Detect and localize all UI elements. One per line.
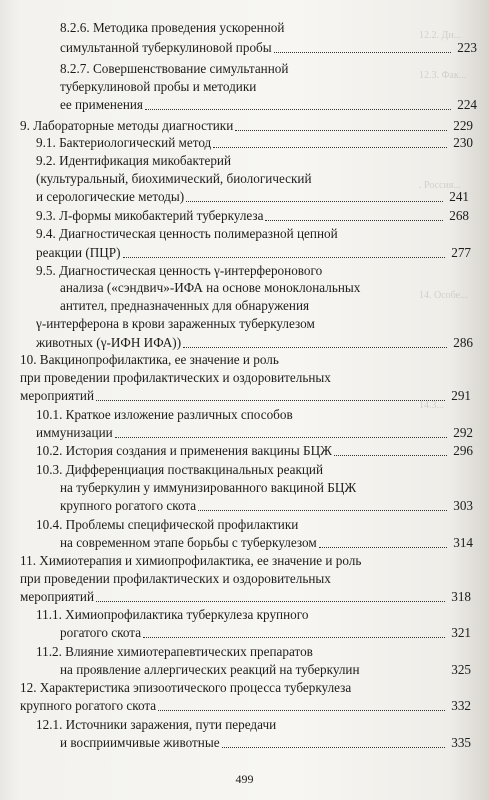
toc-entry-text: крупного рогатого скота <box>20 698 157 713</box>
toc-entry <box>0 480 489 496</box>
toc-entry <box>0 589 489 605</box>
page-number: 499 <box>235 772 254 786</box>
toc-entry-text: 12.1. Источники заражения, пути передачи <box>36 717 277 732</box>
toc-entry <box>0 680 489 696</box>
toc-entry-text: 11. Химиотерапия и химиопрофилактика, ее значение и роль <box>20 553 362 568</box>
bleed-through-text: 12.3. Фак... <box>419 70 467 81</box>
toc-entry-text: 9.2. Идентификация микобактерий <box>36 153 232 168</box>
toc-entry <box>0 644 489 660</box>
toc-entry <box>0 352 489 368</box>
bleed-through-text: 14.3... <box>419 400 444 411</box>
toc-entry-text: 9.4. Диагностическая ценность полимеразной цепной <box>36 226 338 241</box>
toc-entry-text: симультанной туберкулиновой пробы <box>60 40 272 55</box>
toc-entry <box>0 517 489 533</box>
toc-entry <box>0 370 489 386</box>
toc-entry <box>0 443 489 459</box>
toc-entry <box>0 498 489 514</box>
toc-entry <box>0 625 489 641</box>
toc-entry <box>0 263 489 279</box>
toc-entry <box>0 407 489 423</box>
toc-entry <box>0 97 489 113</box>
toc-page-number: 241 <box>449 189 469 204</box>
toc-entry-text: 10.4. Проблемы специфической профилактики <box>36 517 299 532</box>
toc-entry <box>0 226 489 242</box>
toc-entry <box>0 280 489 296</box>
toc-entry <box>0 735 489 751</box>
toc-entry <box>0 316 489 332</box>
toc-entry <box>0 245 489 261</box>
toc-entry <box>0 335 489 351</box>
toc-entry-text: на современном этапе борьбы с туберкулезом <box>60 535 317 550</box>
toc-entry <box>0 153 489 169</box>
toc-entry-text: 10.3. Дифференциация поствакцинальных реакций <box>36 462 324 477</box>
toc-entry-text: 8.2.6. Методика проведения ускоренной <box>60 20 285 35</box>
toc-page-number: 277 <box>451 245 471 260</box>
toc-entry <box>0 298 489 314</box>
toc-page-number: 335 <box>451 735 471 750</box>
toc-entry <box>0 425 489 441</box>
toc-page-number: 291 <box>451 388 471 403</box>
toc-entry-text: 11.2. Влияние химиотерапевтических препаратов <box>36 644 313 659</box>
toc-entry <box>0 662 489 678</box>
toc-entry-text: иммунизации <box>36 425 113 440</box>
bleed-through-text: 14. Особе... <box>419 290 468 301</box>
toc-entry <box>0 79 489 95</box>
toc-page-number: 286 <box>453 335 473 350</box>
toc-entry-text: животных (γ-ИФН ИФА)) <box>36 335 182 350</box>
toc-entry-text: и восприимчивые животные <box>60 735 220 750</box>
toc-page-number: 325 <box>451 662 471 677</box>
toc-entry-text: антител, предназначенных для обнаружения <box>60 298 310 313</box>
toc-entry <box>0 20 489 36</box>
toc-page-number: 332 <box>451 698 471 713</box>
toc-entry <box>0 208 489 224</box>
toc-entry-text: реакции (ПЦР) <box>36 245 121 260</box>
toc-page-number: 268 <box>449 208 469 223</box>
toc-entry <box>0 571 489 587</box>
toc-entry-text: ее применения <box>60 97 144 112</box>
toc-entry <box>0 717 489 733</box>
toc-page-number: 224 <box>457 97 477 112</box>
toc-entry-text: 9.1. Бактериологический метод <box>36 135 212 150</box>
toc-entry-text: (культуральный, биохимический, биологический <box>36 171 312 186</box>
toc-page-number: 296 <box>453 443 473 458</box>
toc-entry <box>0 698 489 714</box>
toc-entry <box>0 118 489 134</box>
toc-entry <box>0 535 489 551</box>
toc-entry-text: 9.5. Диагностическая ценность γ-интерферонового <box>36 263 323 278</box>
bleed-through-text: 12.2. Ди... <box>419 30 462 41</box>
toc-page-number: 321 <box>451 625 471 640</box>
toc-entry-text: 10.1. Краткое изложение различных способов <box>36 407 293 422</box>
toc-entry-text: γ-интерферона в крови зараженных туберкулезом <box>36 316 315 331</box>
toc-entry <box>0 135 489 151</box>
toc-page-number: 318 <box>451 589 471 604</box>
toc-page-number: 292 <box>453 425 473 440</box>
toc-entry-text: 10. Вакцинопрофилактика, ее значение и роль <box>20 352 279 367</box>
toc-entry <box>0 171 489 187</box>
toc-entry <box>0 40 489 56</box>
toc-entry-text: рогатого скота <box>60 625 142 640</box>
toc-entry-text: на проявление аллергических реакций на туберкулин <box>60 662 360 677</box>
toc-entry <box>0 388 489 404</box>
toc-entry-text: на туберкулин у иммунизированного вакциной БЦЖ <box>60 480 357 495</box>
toc-entry-text: 12. Характеристика эпизоотического процесса туберкулеза <box>20 680 352 695</box>
toc-page-number: 303 <box>453 498 473 513</box>
toc-entry <box>0 462 489 478</box>
toc-entry-text: при проведении профилактических и оздоровительных <box>20 571 331 586</box>
toc-entry <box>0 189 489 205</box>
toc-entry-text: крупного рогатого скота <box>60 498 197 513</box>
toc-page-number: 223 <box>457 40 477 55</box>
toc-entry-text: и серологические методы) <box>36 189 185 204</box>
toc-entry-text: 8.2.7. Совершенствование симультанной <box>60 61 289 76</box>
toc-entry-text: 9.3. Л-формы микобактерий туберкулеза <box>36 208 264 223</box>
toc-entry <box>0 553 489 569</box>
toc-entry <box>0 61 489 77</box>
toc-entry-text: 10.2. История создания и применения вакцины БЦЖ <box>36 443 332 458</box>
toc-entry-text: мероприятий <box>20 589 95 604</box>
toc-page-number: 230 <box>453 135 473 150</box>
toc-entry-text: туберкулиновой пробы и методики <box>60 79 257 94</box>
toc-entry-text: анализа («сэндвич»-ИФА на основе моноклональных <box>60 280 361 295</box>
toc-entry-text: мероприятий <box>20 388 95 403</box>
toc-entry <box>0 607 489 623</box>
toc-entry-text: при проведении профилактических и оздоровительных <box>20 370 331 385</box>
bleed-through-text: . Россия... <box>419 180 461 191</box>
toc-entry-text: 9. Лабораторные методы диагностики <box>20 118 234 133</box>
toc-page-number: 229 <box>453 118 473 133</box>
toc-entry-text: 11.1. Химиопрофилактика туберкулеза крупного <box>36 607 309 622</box>
toc-page-number: 314 <box>453 535 473 550</box>
